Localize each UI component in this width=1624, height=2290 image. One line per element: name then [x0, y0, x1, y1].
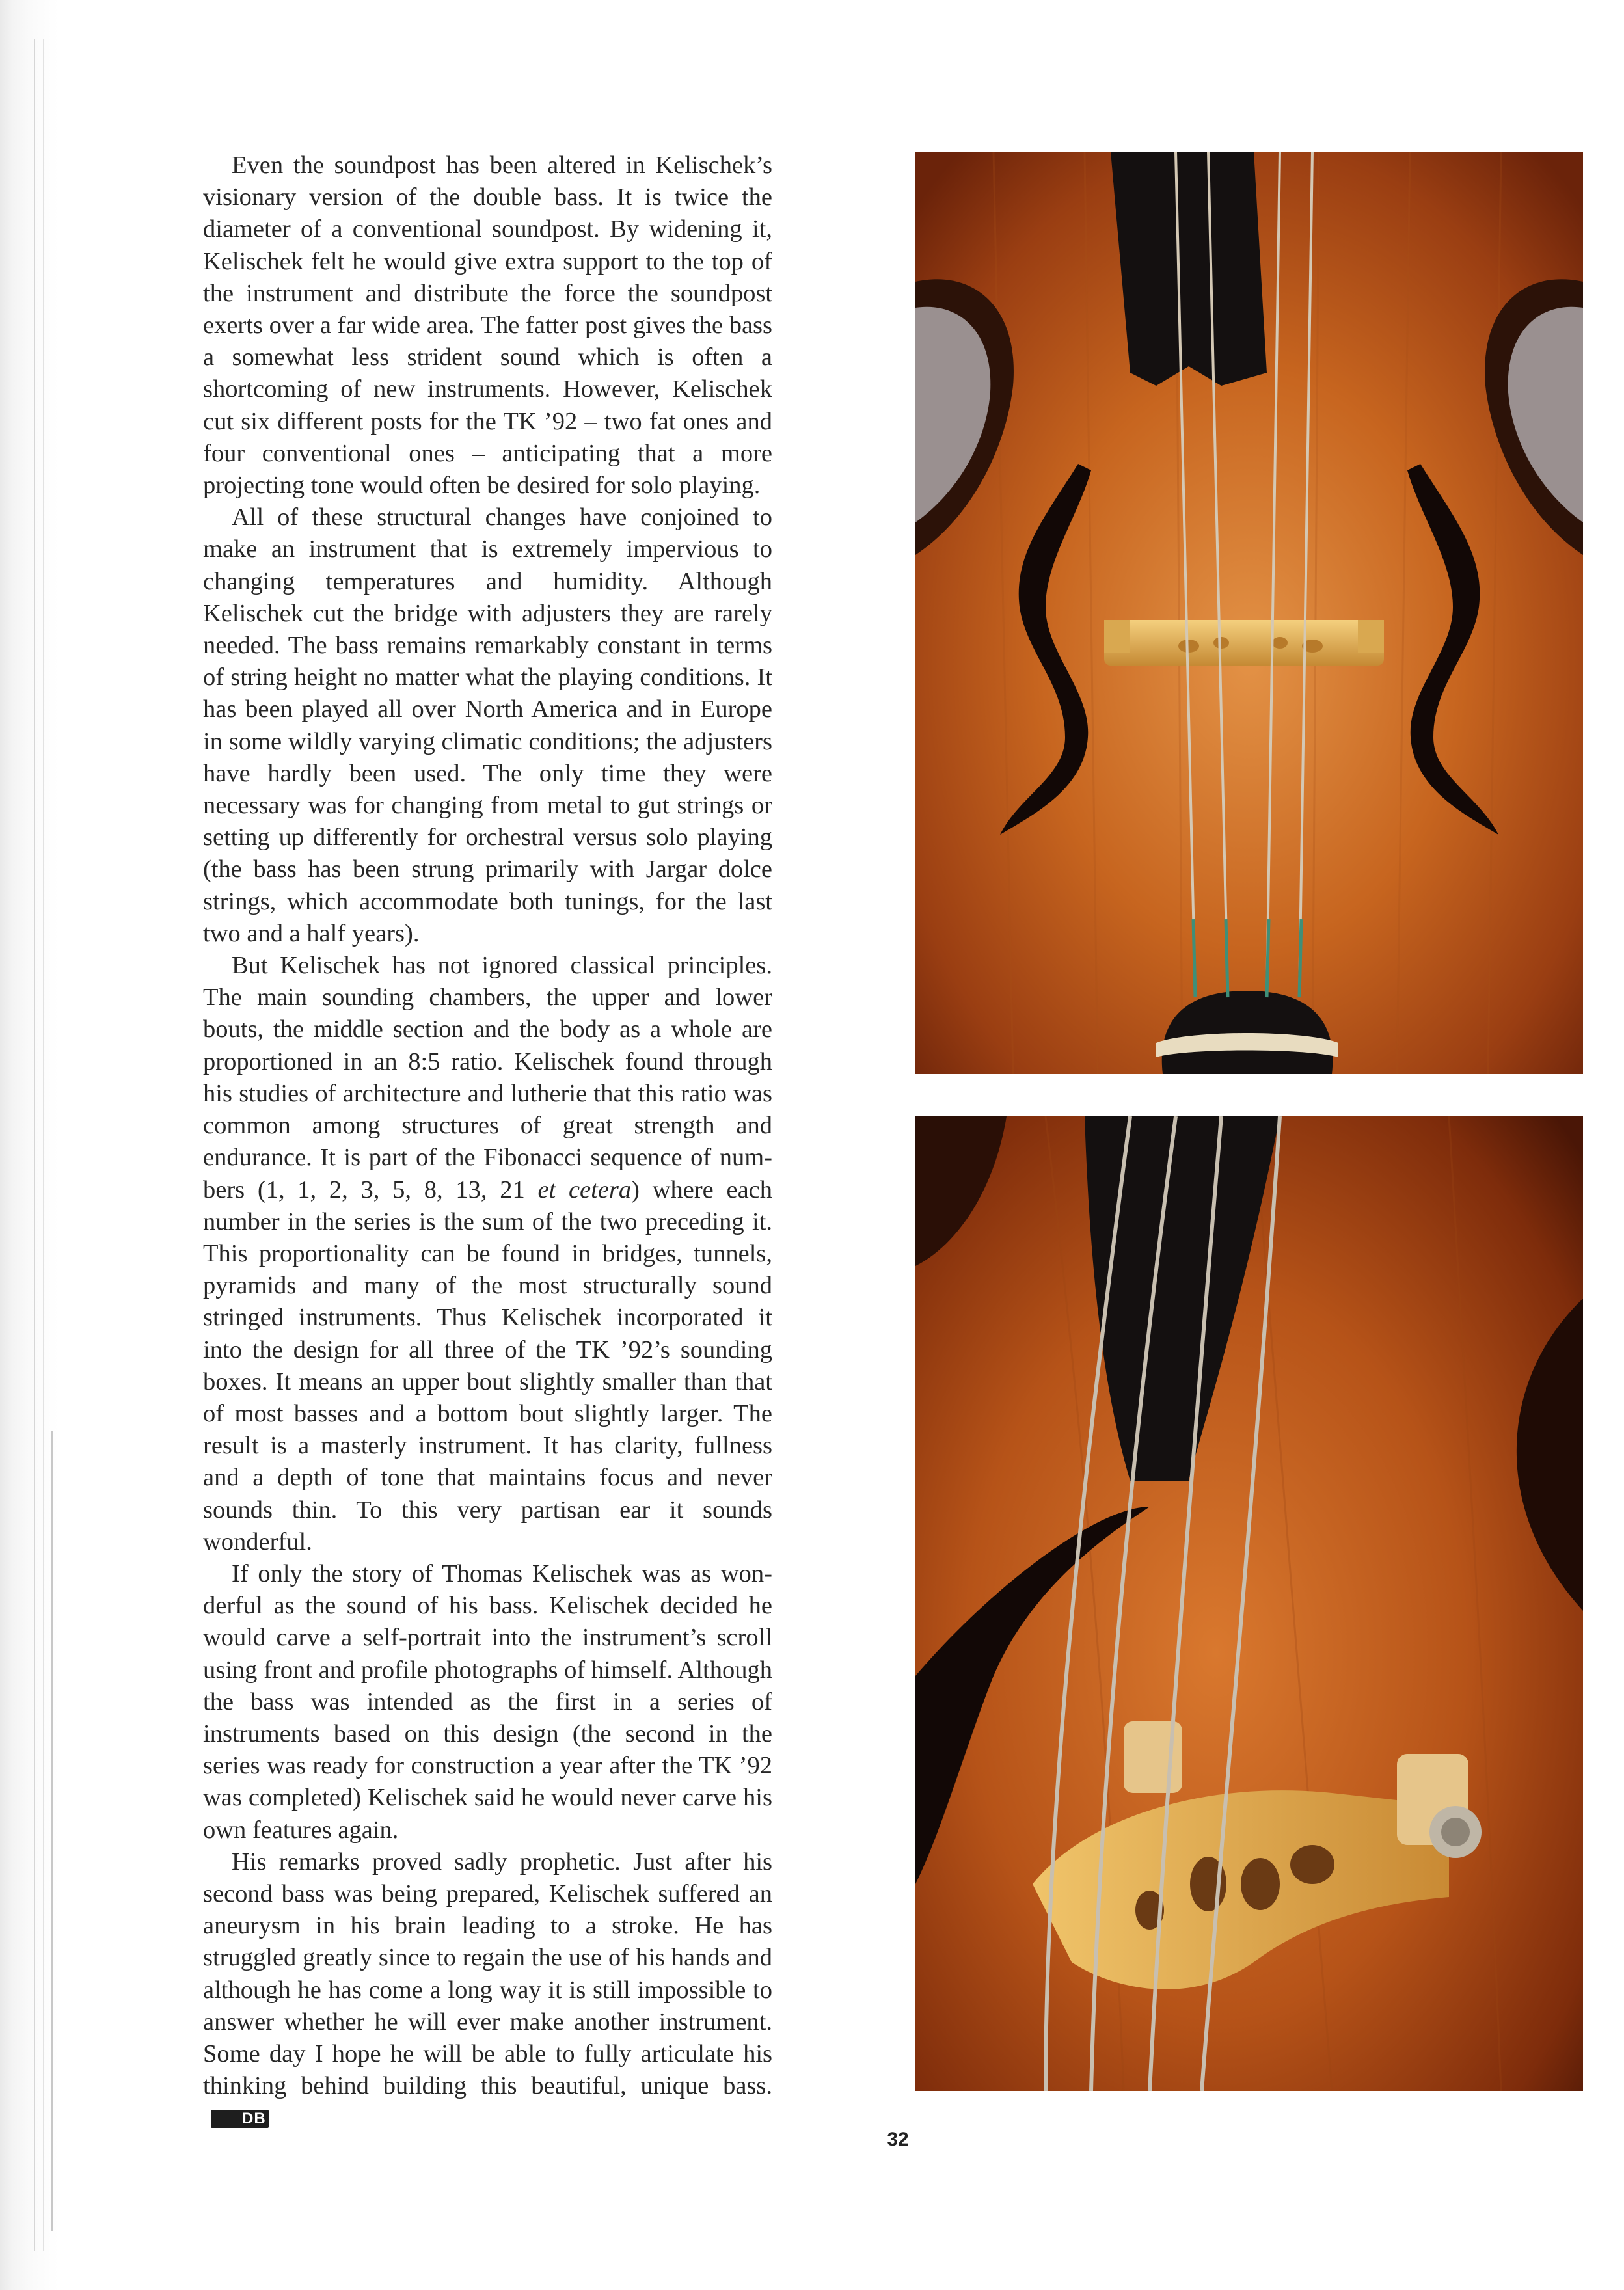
end-mark-db: DB — [211, 2110, 269, 2128]
bass-bridge-illustration — [915, 1116, 1583, 2091]
bass-front-illustration — [915, 152, 1583, 1074]
paragraph-structural-changes: All of these structural changes have conjoined to make an instrument that is extremely impervious to changing temperatures and humidity. Although Kelischek cut the bridge with adjusters they are rarely needed. The bass remains remarkably constant in terms of string height no matter what the playing conditions. It has been played all over North America and in Europe in some wildly varying climatic conditions; the adjusters have hardly been used. The only time they were necessary was for changing from metal to gut strings or setting up differently for orchestral versus solo playing (the bass has been strung primarily with Jargar dolce strings, which accommodate both tunings, for the last two and a half years). — [203, 504, 772, 947]
article-body — [203, 150, 772, 2135]
page-binding-edge — [0, 0, 59, 2290]
paragraph-self-portrait: If only the story of Thomas Kelischek was as wonderful as the sound of his bass. Kelischek decided he would carve a self-portrait into the instrument’s scroll using front and profile photographs of himself. Although the bass was intended as the first in a series of instruments based on this design (the second in the series was ready for construction a year after the TK ’92 was completed) Kelischek said he would never carve his own features again. — [203, 1559, 772, 1844]
paragraph-text: ) where each number in the series is the sum of the two preceding it. This proportionality can be found in bridges, tunnels, pyramids and many of the most structurally sound stringed instruments. Thus Kelischek incorporated it into the design for all three of the TK ’92’s sounding boxes. It means an upper bout slightly smaller than that of most basses and a bottom bout slightly larger. The result is a masterly instrument. It has clarity, fullness and a depth of tone that maintains focus and never sounds thin. To this very partisan ear it sounds wonderful. — [203, 1176, 773, 1556]
edge-line — [43, 39, 44, 2251]
edge-line — [34, 39, 35, 2251]
page-number: 32 — [887, 2129, 909, 2150]
paragraph-text: His remarks proved sadly prophetic. Just after his second bass was being prepared, Kelischek suffered an aneurysm in his brain leading to a stroke. He has struggled greatly since to regain the use of his hands and although he has come a long way it is still impossible to answer whether he will ever make another instrument. Some day I hope he will be able to fully articulate his thinking behind building this beautiful, unique bass. — [203, 1848, 772, 2100]
paragraph-soundpost: Even the soundpost has been altered in Kelischek’s visionary version of the double bass. It is twice the diameter of a conventional soundpost. By widening it, Kelischek felt he would give extra support to the top of the instrument and distribute the force the soundpost exerts over a far wide area. The fatter post gives the bass a somewhat less strident sound which is often a shortcoming of new instruments. However, Kelischek cut six different posts for the TK ’92 – two fat ones and four conventional ones – anticipating that a more projecting tone would often be desired for solo playing. — [203, 152, 772, 500]
photo-bass-bridge-closeup — [915, 1116, 1583, 2091]
paragraph-classical-principles — [203, 950, 772, 1558]
italic-et-cetera: et cetera — [537, 1176, 632, 1204]
paragraph-text: But Kelischek has not ignored classical principles. The main sounding chambers, the upper and lower bouts, the middle section and the body as a whole are proportioned in an 8:5 ratio. Kelischek found through his studies of architecture and lutherie that this ratio was common among structures of great strength and endurance. It is part of the Fibonacci sequence of numbers (1, 1, 2, 3, 5, 8, 13, 21 — [203, 952, 772, 1204]
paragraph-prophetic — [203, 1846, 772, 2135]
photo-bass-front — [915, 152, 1583, 1074]
edge-line — [51, 1431, 53, 2231]
